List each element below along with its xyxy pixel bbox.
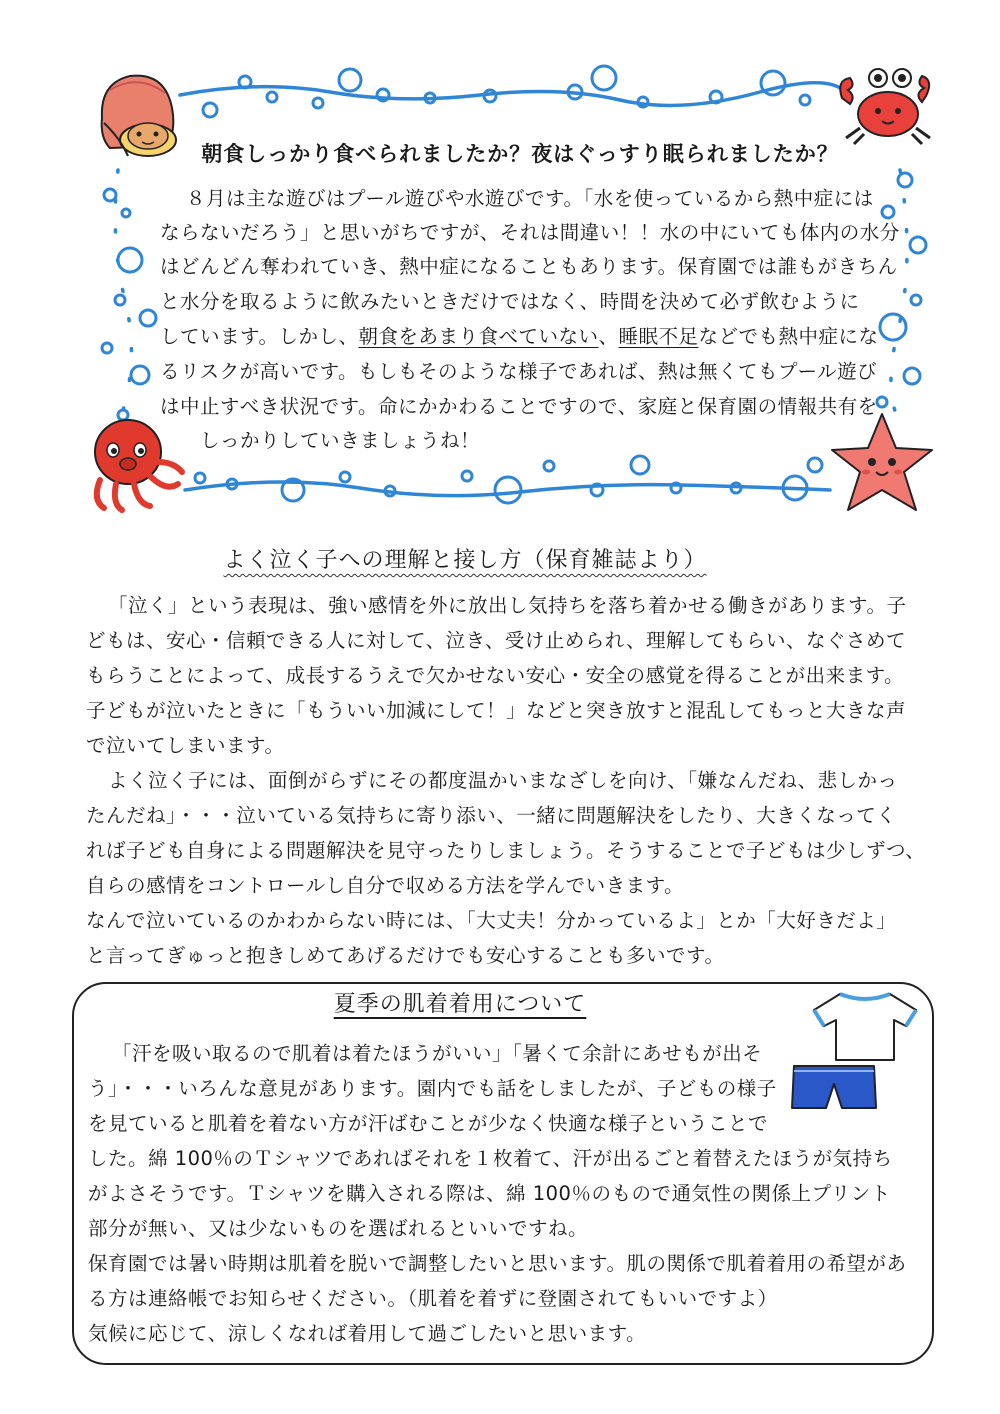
section2-line: れば子ども自身による問題解決を見守ったりしましょう。そうすることで子どもは少しずつ、 — [86, 839, 926, 862]
section2-line: どもは、安心・信頼できる人に対して、泣き、受け止められ、理解してもらい、なぐさめて — [86, 629, 907, 652]
section1-line: は中止すべき状況です。命にかかわることですので、家庭と保育園の情報共有を — [160, 395, 878, 418]
section3-title-text: 夏季の肌着着用について — [333, 992, 587, 1017]
underlined-phrase-sleep: 睡眠不足 — [618, 325, 699, 348]
underlined-phrase-breakfast: 朝食をあまり食べていない — [358, 325, 599, 348]
section2-line: 「泣く」という表現は、強い感情を外に放出し気持ちを落ち着かせる働きがあります。子 — [108, 594, 907, 617]
section2-line: と言ってぎゅっと抱きしめてあげるだけでも安心することも多いです。 — [86, 944, 725, 967]
section1-line: しっかりしていきましょうね！ — [200, 429, 481, 452]
octopus-icon — [88, 412, 188, 517]
section3-line: 部分が無い、又は少ないものを選ばれるといいですね。 — [88, 1217, 589, 1240]
section3-line: 気候に応じて、涼しくなれば着用して過ごしたいと思います。 — [88, 1322, 647, 1345]
section2-line: なんで泣いているのかわからない時には、「大丈夫！分かっているよ」とか「大好きだよ」 — [86, 909, 897, 932]
section3-line: を見ていると肌着を着ない方が汗ばむことが少なく快適な様子ということで — [88, 1112, 769, 1135]
section1-line: ならないだろう」と思いがちですが、それは間違い！！水の中にいても体内の水分 — [160, 221, 900, 244]
section3-line: う」・・・いろんな意見があります。園内でも話をしましたが、子どもの様子 — [88, 1077, 777, 1100]
shorts-icon — [788, 1062, 880, 1112]
crab-icon — [828, 66, 938, 146]
section3-title — [300, 987, 620, 1018]
section1-line-part: しています。しかし、 — [160, 325, 359, 348]
clam-icon — [90, 68, 185, 168]
section2-line: たんだね」・・・泣いている気持ちに寄り添い、一緒に問題解決をしたり、大きくなってく — [86, 804, 897, 827]
section3-line: 「汗を吸い取るので肌着は着たほうがいい」「暑くて余計にあせもが出そ — [112, 1042, 763, 1065]
section1-line-mixed — [160, 320, 879, 354]
section3-line: した。綿 100％のＴシャツであればそれを１枚着て、汗が出るごと着替えたほうが気持ち — [88, 1147, 893, 1170]
section1-line-part: などでも熱中症にな — [698, 325, 879, 348]
section2-line: 自らの感情をコントロールし自分で収める方法を学んでいきます。 — [86, 874, 685, 897]
tshirt-icon — [810, 990, 920, 1062]
section3-line: がよさそうです。Ｔシャツを購入される際は、綿 100％のもので通気性の関係上プリント — [88, 1182, 891, 1205]
section3-line: る方は連絡帳でお知らせください。（肌着を着ずに登園されてもいいですよ） — [88, 1287, 778, 1310]
section1-line: ８月は主な遊びはプール遊びや水遊びです。「水を使っているから熱中症には — [186, 187, 874, 210]
section2-line: 子どもが泣いたときに「もういい加減にして！」などと突き放すと混乱してもっと大きな声 — [86, 699, 907, 722]
section2-line: で泣いてしまいます。 — [86, 734, 285, 757]
section2-line: よく泣く子には、面倒がらずにその都度温かいまなざしを向け、「嫌なんだね、悲しかっ — [108, 769, 898, 792]
section1-sep: 、 — [598, 325, 619, 348]
section1-line: はどんどん奪われていき、熱中症になることもあります。保育園では誰もがきちん — [160, 255, 898, 278]
section1-title: 朝食しっかり食べられましたか？夜はぐっすり眠られましたか？ — [201, 142, 839, 166]
starfish-icon — [826, 410, 938, 518]
section2-line: もらうことによって、成長するうえで欠かせない安心・安全の感覚を得ることが出来ます。 — [86, 664, 905, 687]
section1-line: るリスクが高いです。もしもそのような様子であれば、熱は無くてもプール遊び — [160, 360, 878, 383]
section2-title — [0, 543, 930, 574]
section2-title-text: よく泣く子への理解と接し方（保育雑誌より） — [223, 548, 707, 573]
section1-line: と水分を取るように飲みたいときだけではなく、時間を決めて必ず飲むように — [160, 290, 860, 313]
section3-line: 保育園では暑い時期は肌着を脱いで調整したいと思います。肌の関係で肌着着用の希望があ — [88, 1252, 907, 1275]
